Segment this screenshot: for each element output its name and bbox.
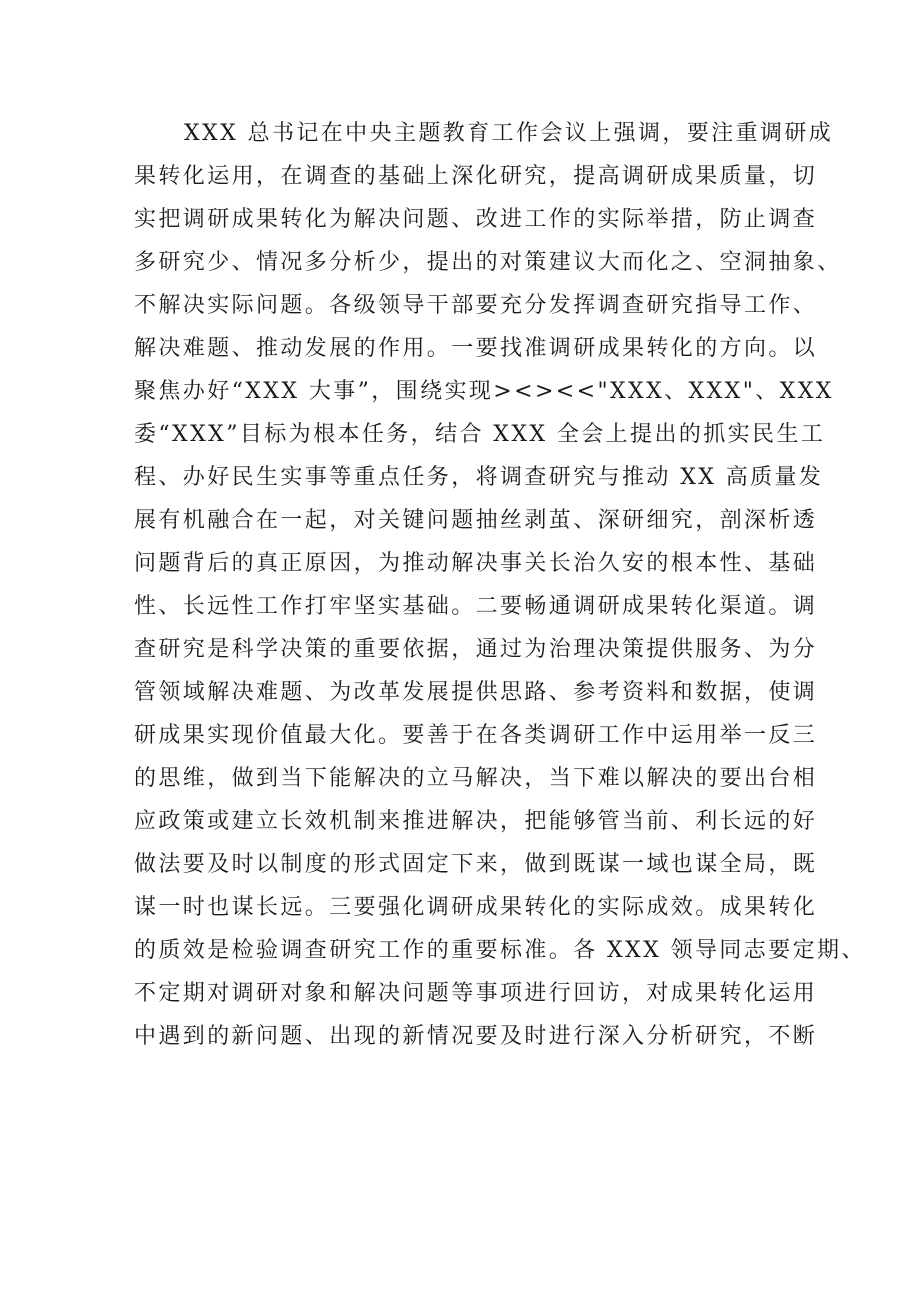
paragraph-line-18: 做法要及时以制度的形式固定下来，做到既谋一域也谋全局，既: [134, 852, 818, 877]
paragraph-line-7: 聚焦办好“XXX 大事”，围绕实现><><<"XXX、XXX"、XXX: [134, 379, 834, 404]
paragraph-line-4: 多研究少、情况多分析少，提出的对策建议大而化之、空洞抽象、: [134, 250, 842, 275]
paragraph-line-20: 的质效是检验调查研究工作的重要标准。各 XXX 领导同志要定期、: [134, 938, 866, 963]
paragraph-line-15: 研成果实现价值最大化。要善于在各类调研工作中运用举一反三: [134, 723, 818, 748]
paragraph-line-19: 谋一时也谋长远。三要强化调研成果转化的实际成效。成果转化: [134, 895, 818, 920]
paragraph-line-17: 应政策或建立长效机制来推进解决，把能够管当前、利长远的好: [134, 809, 818, 834]
paragraph-line-14: 管领域解决难题、为改革发展提供思路、参考资料和数据，使调: [134, 680, 818, 705]
paragraph-line-2: 果转化运用，在调查的基础上深化研究，提高调研成果质量，切: [134, 164, 818, 189]
paragraph-line-12: 性、长远性工作打牢坚实基础。二要畅通调研成果转化渠道。调: [134, 594, 818, 619]
paragraph-line-10: 展有机融合在一起，对关键问题抽丝剥茧、深研细究，剖深析透: [134, 508, 818, 533]
paragraph-line-8: 委“XXX”目标为根本任务，结合 XXX 全会上提出的抓实民生工: [134, 422, 826, 447]
paragraph-line-1: XXX 总书记在中央主题教育工作会议上强调，要注重调研成: [184, 121, 834, 146]
paragraph-line-5: 不解决实际问题。各级领导干部要充分发挥调查研究指导工作、: [134, 293, 818, 318]
paragraph-line-13: 查研究是科学决策的重要依据，通过为治理决策提供服务、为分: [134, 637, 818, 662]
body-paragraph: [134, 112, 866, 1058]
paragraph-line-22: 中遇到的新问题、出现的新情况要及时进行深入分析研究，不断: [134, 1024, 818, 1049]
paragraph-line-9: 程、办好民生实事等重点任务，将调查研究与推动 XX 高质量发: [134, 465, 824, 490]
paragraph-line-21: 不定期对调研对象和解决问题等事项进行回访，对成果转化运用: [134, 981, 818, 1006]
paragraph-line-11: 问题背后的真正原因，为推动解决事关长治久安的根本性、基础: [134, 551, 818, 576]
paragraph-line-16: 的思维，做到当下能解决的立马解决，当下难以解决的要出台相: [134, 766, 818, 791]
paragraph-line-3: 实把调研成果转化为解决问题、改进工作的实际举措，防止调查: [134, 207, 818, 232]
paragraph-line-6: 解决难题、推动发展的作用。一要找准调研成果转化的方向。以: [134, 336, 818, 361]
